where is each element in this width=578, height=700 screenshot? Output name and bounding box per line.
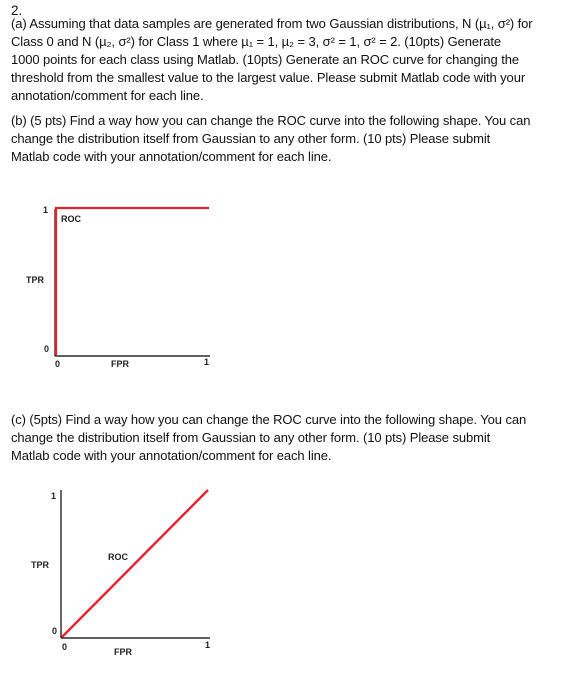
part-a-line: annotation/comment for each line.: [11, 88, 204, 103]
x-tick-min: 0: [62, 642, 68, 652]
part-b-text: [11, 112, 567, 166]
part-a-line: threshold from the smallest value to the largest value. Please submit Matlab code with your: [11, 70, 526, 85]
roc-curve-diagonal: [62, 490, 208, 637]
x-tick-max: 1: [205, 640, 211, 650]
part-a-line: (a) Assuming that data samples are generated from two Gaussian distributions, N (µ₁, σ²) for: [11, 16, 533, 31]
part-c-line: Matlab code with your annotation/comment for each line.: [11, 448, 332, 463]
roc-label: ROC: [108, 552, 128, 562]
part-a-text: [11, 15, 567, 105]
question-number: 2.: [11, 3, 23, 18]
x-tick-max: 1: [204, 357, 210, 367]
y-axis-label: TPR: [31, 560, 49, 570]
roc-figure-step: [0, 195, 240, 375]
x-tick-min: 0: [55, 359, 61, 369]
y-tick-max: 1: [43, 205, 49, 215]
part-a-line: Class 0 and N (µ₂, σ²) for Class 1 where µ₁ = 1, µ₂ = 3, σ² = 1, σ² = 2. (10pts) Generate: [11, 34, 501, 49]
x-axis-label: FPR: [114, 647, 132, 657]
y-tick-min: 0: [44, 344, 50, 354]
y-tick-min: 0: [52, 626, 58, 636]
part-c-line: (c) (5pts) Find a way how you can change the ROC curve into the following shape. You can: [11, 412, 527, 427]
roc-label: ROC: [61, 214, 81, 224]
part-b-line: Matlab code with your annotation/comment for each line.: [11, 149, 332, 164]
y-tick-max: 1: [51, 491, 57, 501]
x-axis-label: FPR: [111, 359, 129, 369]
part-c-text: [11, 411, 567, 465]
part-a-line: 1000 points for each class using Matlab. (10pts) Generate an ROC curve for changing the: [11, 52, 519, 67]
part-c-line: change the distribution itself from Gaussian to any other form. (10 pts) Please submit: [11, 430, 491, 445]
part-b-line: change the distribution itself from Gaussian to any other form. (10 pts) Please submit: [11, 131, 491, 146]
part-b-line: (b) (5 pts) Find a way how you can change the ROC curve into the following shape. You can: [11, 113, 531, 128]
y-axis-label: TPR: [26, 275, 44, 285]
roc-curve-step: [56, 208, 209, 355]
roc-figure-diagonal: [0, 478, 240, 668]
